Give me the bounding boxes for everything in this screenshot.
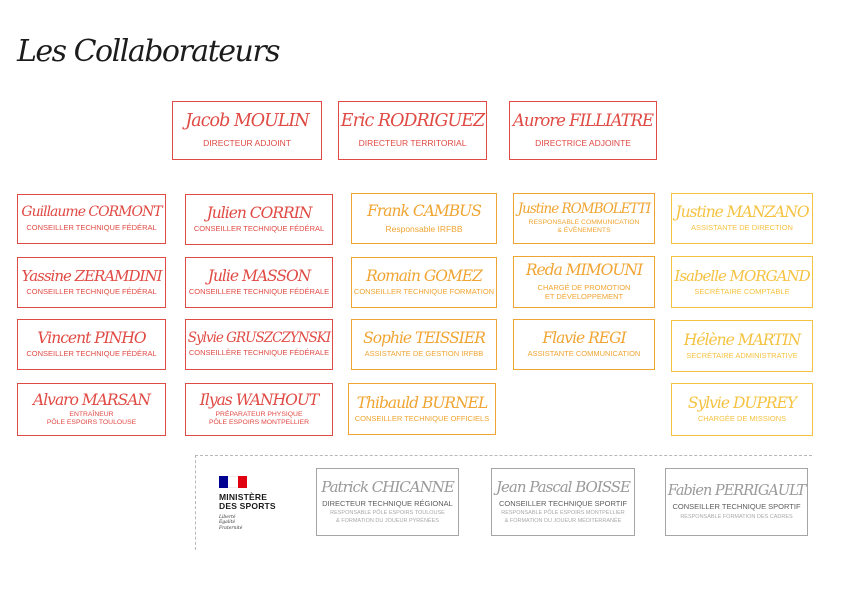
member-role: PRÉPARATEUR PHYSIQUE <box>215 411 303 419</box>
direction-card <box>172 101 322 160</box>
staff-card <box>351 257 497 308</box>
member-name: Fabien PERRIGAULT <box>667 483 806 500</box>
member-role: DIRECTEUR TECHNIQUE RÉGIONAL <box>322 499 453 509</box>
state-staff-card <box>665 468 808 536</box>
member-role: CONSEILLERE TECHNIQUE FÉDÉRALE <box>188 287 330 297</box>
member-name: Guillaume CORMONT <box>21 204 162 221</box>
staff-card <box>348 383 496 435</box>
member-name: Justine MANZANO <box>675 203 809 222</box>
member-role: CONSEILLER TECHNIQUE OFFICIELS <box>354 413 490 423</box>
member-role-detail: PÔLE ESPOIRS TOULOUSE <box>46 419 137 427</box>
staff-card <box>513 193 655 244</box>
member-role: CHARGÉ DE PROMOTION <box>537 282 631 292</box>
member-name: Thibauld BURNEL <box>356 393 488 412</box>
staff-card <box>17 194 166 244</box>
member-role: SECRÉTAIRE ADMINISTRATIVE <box>686 350 798 360</box>
member-role: ENTRAÎNEUR <box>69 411 114 419</box>
french-flag-icon <box>219 476 247 488</box>
member-role: RESPONSABLE COMMUNICATION <box>528 219 640 227</box>
state-staff-card <box>316 468 459 536</box>
member-name: Isabelle MORGAND <box>674 266 810 285</box>
member-name: Vincent PINHO <box>37 329 146 348</box>
member-detail: & FORMATION DU JOUEUR PYRÉNÉES <box>336 517 439 524</box>
member-role: ASSISTANTE DE DIRECTION <box>691 223 793 233</box>
member-name: Julien CORRIN <box>206 204 312 223</box>
member-role-detail: PÔLE ESPOIRS MONTPELLIER <box>208 419 310 427</box>
member-role: CHARGÉE DE MISSIONS <box>697 414 787 424</box>
staff-card <box>351 193 497 244</box>
member-name: Alvaro MARSAN <box>33 391 150 409</box>
member-name: Aurore FILLIATRE <box>512 111 654 131</box>
member-role: DIRECTRICE ADJOINTE <box>535 137 631 148</box>
staff-card <box>671 320 813 372</box>
member-name: Justine ROMBOLETTI <box>517 201 651 218</box>
ministere-motto: Liberté Égalité Fraternité <box>219 514 243 531</box>
member-name: Romain GOMEZ <box>366 267 482 286</box>
member-name: Sylvie DUPREY <box>687 394 797 413</box>
staff-card <box>513 319 655 370</box>
page-title: Les Collaborateurs <box>17 34 280 69</box>
member-role: Responsable IRFBB <box>385 223 463 234</box>
member-role: CONSEILLER TECHNIQUE FÉDÉRAL <box>193 224 325 234</box>
staff-card <box>671 383 813 436</box>
member-detail: RESPONSABLE PÔLE ESPOIRS TOULOUSE <box>330 510 445 517</box>
staff-card <box>671 193 813 244</box>
member-role: CONSEILLER TECHNIQUE FÉDÉRAL <box>26 287 157 297</box>
staff-card <box>513 256 655 308</box>
member-name: Sylvie GRUSZCZYNSKI <box>187 330 331 347</box>
member-role: DIRECTEUR TERRITORIAL <box>358 138 467 149</box>
member-name: Flavie REGI <box>542 329 626 348</box>
staff-card <box>351 319 497 370</box>
member-name: Hélène MARTIN <box>683 330 801 349</box>
staff-card <box>185 194 333 245</box>
member-role: CONSEILLER TECHNIQUE SPORTIF <box>672 502 801 512</box>
member-role: CONSEILLER TECHNIQUE SPORTIF <box>498 499 628 509</box>
member-name: Patrick CHICANNE <box>321 478 454 497</box>
member-role-detail: & ÉVÈNEMENTS <box>557 227 611 235</box>
member-role: ASSISTANTE DE GESTION IRFBB <box>364 349 484 359</box>
member-role: SECRÉTAIRE COMPTABLE <box>694 286 790 296</box>
member-name: Eric RODRIGUEZ <box>340 110 485 131</box>
staff-card <box>185 257 333 308</box>
member-name: Yassine ZERAMDINI <box>21 267 162 286</box>
staff-card <box>185 383 333 436</box>
member-name: Frank CAMBUS <box>367 201 481 220</box>
staff-card <box>671 256 813 308</box>
member-role-detail: ET DÉVELOPPEMENT <box>544 292 624 302</box>
direction-card <box>509 101 657 160</box>
member-detail: RESPONSABLE FORMATION DES CADRES <box>680 513 793 520</box>
staff-card <box>17 383 166 436</box>
member-name: Jean Pascal BOISSE <box>496 478 630 497</box>
member-name: Reda MIMOUNI <box>525 261 643 280</box>
member-name: Jacob MOULIN <box>185 110 309 131</box>
member-detail: & FORMATION DU JOUEUR MÉDITERRANÉE <box>504 517 622 524</box>
ministere-logo <box>219 476 299 532</box>
member-role: CONSEILLER TECHNIQUE FÉDÉRAL <box>26 349 157 359</box>
member-role: CONSEILLER TECHNIQUE FORMATION <box>353 287 495 297</box>
member-name: Ilyas WANHOUT <box>199 391 319 409</box>
staff-card <box>185 319 333 370</box>
ministere-name: MINISTÈRE DES SPORTS <box>219 492 276 512</box>
member-name: Sophie TEISSIER <box>363 329 485 348</box>
staff-card <box>17 319 166 370</box>
member-role: ASSISTANTE COMMUNICATION <box>527 349 641 359</box>
state-staff-card <box>491 468 635 536</box>
member-name: Julie MASSON <box>207 267 311 286</box>
member-role: CONSEILLER TECHNIQUE FÉDÉRAL <box>26 223 157 233</box>
member-role: CONSEILLÈRE TECHNIQUE FÉDÉRALE <box>188 348 330 358</box>
member-role: DIRECTEUR ADJOINT <box>203 138 291 149</box>
staff-card <box>17 257 166 308</box>
member-detail: RESPONSABLE PÔLE ESPOIRS MONTPELLIER <box>501 510 625 517</box>
direction-card <box>338 101 487 160</box>
